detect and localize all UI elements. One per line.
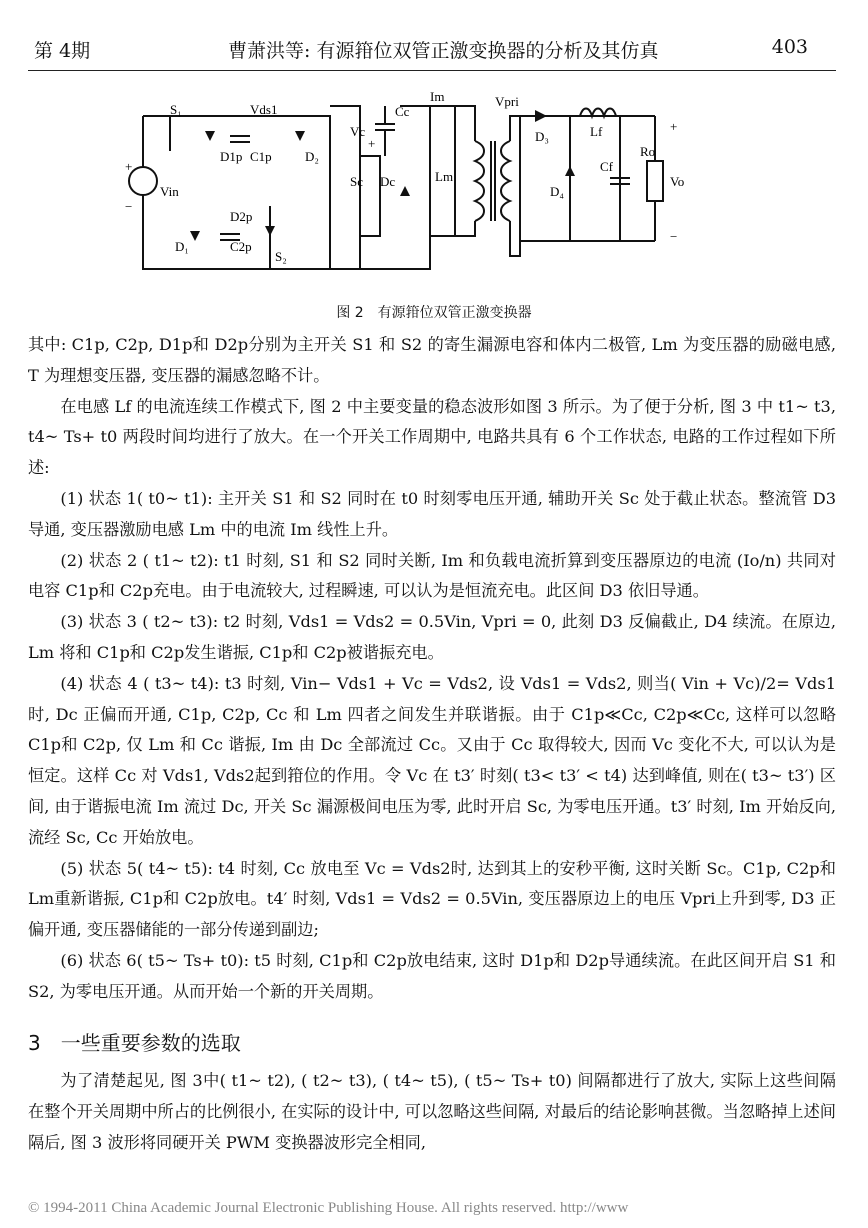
- paragraph: (5) 状态 5( t4~ t5): t4 时刻, Cc 放电至 Vc = Vds2时, 达到其上的安秒平衡, 这时关断 Sc。C1p, C2p和 Lm重新谐振, C1p和 C2p放电。t4′ 时刻, Vds1 = Vds2 = 0.5Vin, 变压器原边上的电压 Vpri上升到零, D3 正偏开通, 变压器储能的一部分传递到副边;: [28, 858, 836, 940]
- page-header: [28, 36, 836, 71]
- paragraph: (4) 状态 4 ( t3~ t4): t3 时刻, Vin− Vds1 + Vc = Vds2, 设 Vds1 = Vds2, 则当( Vin + Vc)/2= Vds1 时, Dc 正偏而开通, C1p, C2p, Cc 和 Lm 四者之间发生并联谐振。由于 C1p≪Cc, C2p≪Cc, 这样可以忽略 C1p和 C2p, 仅 Lm 和 Cc 谐振, Im 由 Dc 全部流过 Cc。又由于 Cc 取得较大, 因而 Vc 变化不大, 可以认为是恒定。这样 Cc 对 Vds1, Vds2起到箝位的作用。令 Vc 在 t3′ 时刻( t3< t3′ < t4) 达到峰值, 则在( t3~ t3′) 区间, 由于谐振电流 Im 流过 Dc, 开关 Sc 漏源极间电压为零, 此时开启 Sc, 为零电压开通。t3′ 时刻, Im 开始反向, 流经 Sc, Cc 开始放电。: [28, 673, 836, 847]
- issue-number: 第 4期: [34, 40, 91, 62]
- paragraph: (6) 状态 6( t5~ Ts+ t0): t5 时刻, C1p和 C2p放电结束, 这时 D1p和 D2p导通续流。在此区间开启 S1 和 S2, 为零电压开通。从而开始一个新的开关周期。: [28, 950, 836, 1001]
- label-c1p: C1p: [250, 149, 272, 164]
- copyright-footer: © 1994-2011 China Academic Journal Electronic Publishing House. All rights reserved. http://www: [28, 1200, 629, 1216]
- page-number: 403: [771, 36, 808, 58]
- label-sc: Sc: [350, 174, 363, 189]
- label-vc: Vc: [350, 124, 366, 139]
- paragraph: (2) 状态 2 ( t1~ t2): t1 时刻, S1 和 S2 同时关断, Im 和负载电流折算到变压器原边的电流 (Io/n) 共同对电容 C1p和 C2p充电。由于电流较大, 过程瞬速, 可以认为是恒流充电。此区间 D3 依旧导通。: [28, 550, 836, 601]
- label-vpri: Vpri: [495, 94, 519, 109]
- article-body: [28, 330, 836, 1159]
- label-lf: Lf: [590, 124, 603, 139]
- label-vcplus: +: [368, 136, 376, 151]
- label-d1: D₁: [175, 239, 189, 254]
- running-title: 曹萧洪等: 有源箝位双管正激变换器的分析及其仿真: [228, 40, 659, 62]
- label-plus: +: [670, 119, 678, 134]
- label-cf: Cf: [600, 159, 613, 174]
- label-c2p: C2p: [230, 239, 252, 254]
- paragraph: 其中: C1p, C2p, D1p和 D2p分别为主开关 S1 和 S2 的寄生漏源电容和体内二极管, Lm 为变压器的励磁电感, T 为理想变压器, 变压器的漏感忽略不计。: [28, 335, 836, 385]
- label-ro: Ro: [640, 144, 656, 159]
- label-d1p: D1p: [220, 149, 243, 164]
- label-vminus: −: [125, 199, 133, 214]
- paragraph: 为了清楚起见, 图 3中( t1~ t2), ( t2~ t3), ( t4~ t5), ( t5~ Ts+ t0) 间隔都进行了放大, 实际上这些间隔在整个开关周期中所占的比例很小, 在实际的设计中, 可以忽略这些间隔, 对最后的结论影响甚微。当忽略掉上述间隔后, 图 3 波形将同硬开关 PWM 变换器波形完全相同,: [28, 1071, 836, 1152]
- label-d2: D₂: [305, 149, 319, 164]
- label-vin: Vin: [160, 184, 179, 199]
- label-vds1: Vds1: [250, 102, 278, 117]
- label-lm: Lm: [435, 169, 454, 184]
- label-dc: Dc: [380, 174, 396, 189]
- circuit-diagram: [110, 86, 710, 296]
- paragraph: (1) 状态 1( t0~ t1): 主开关 S1 和 S2 同时在 t0 时刻零电压开通, 辅助开关 Sc 处于截止状态。整流管 D3 导通, 变压器激励电感 Lm 中的电流 Im 线性上升。: [28, 488, 836, 539]
- paragraph: 在电感 Lf 的电流连续工作模式下, 图 2 中主要变量的稳态波形如图 3 所示。为了便于分析, 图 3 中 t1~ t3, t4~ Ts+ t0 两段时间均进行了放大。在一个开关工作周期中, 电路共具有 6 个工作状态, 电路的工作过程如下所述:: [28, 396, 836, 478]
- label-minus: −: [670, 229, 678, 244]
- label-vplus: +: [125, 159, 133, 174]
- paragraph: (3) 状态 3 ( t2~ t3): t2 时刻, Vds1 = Vds2 = 0.5Vin, Vpri = 0, 此刻 D3 反偏截止, D4 续流。在原边, Lm 将和 C1p和 C2p发生谐振, C1p和 C2p被谐振充电。: [28, 612, 836, 662]
- label-d2p: D2p: [230, 209, 253, 224]
- label-s1: S₁: [170, 102, 182, 117]
- section-heading: 3 一些重要参数的选取: [28, 1030, 241, 1055]
- label-vo: Vo: [670, 174, 685, 189]
- figure-caption: 图 2 有源箝位双管正激变换器: [336, 305, 532, 321]
- label-s2: S₂: [275, 249, 287, 264]
- label-im: Im: [430, 89, 445, 104]
- label-d3: D₃: [535, 129, 549, 144]
- label-cc: Cc: [395, 104, 410, 119]
- label-d4: D₄: [550, 184, 564, 199]
